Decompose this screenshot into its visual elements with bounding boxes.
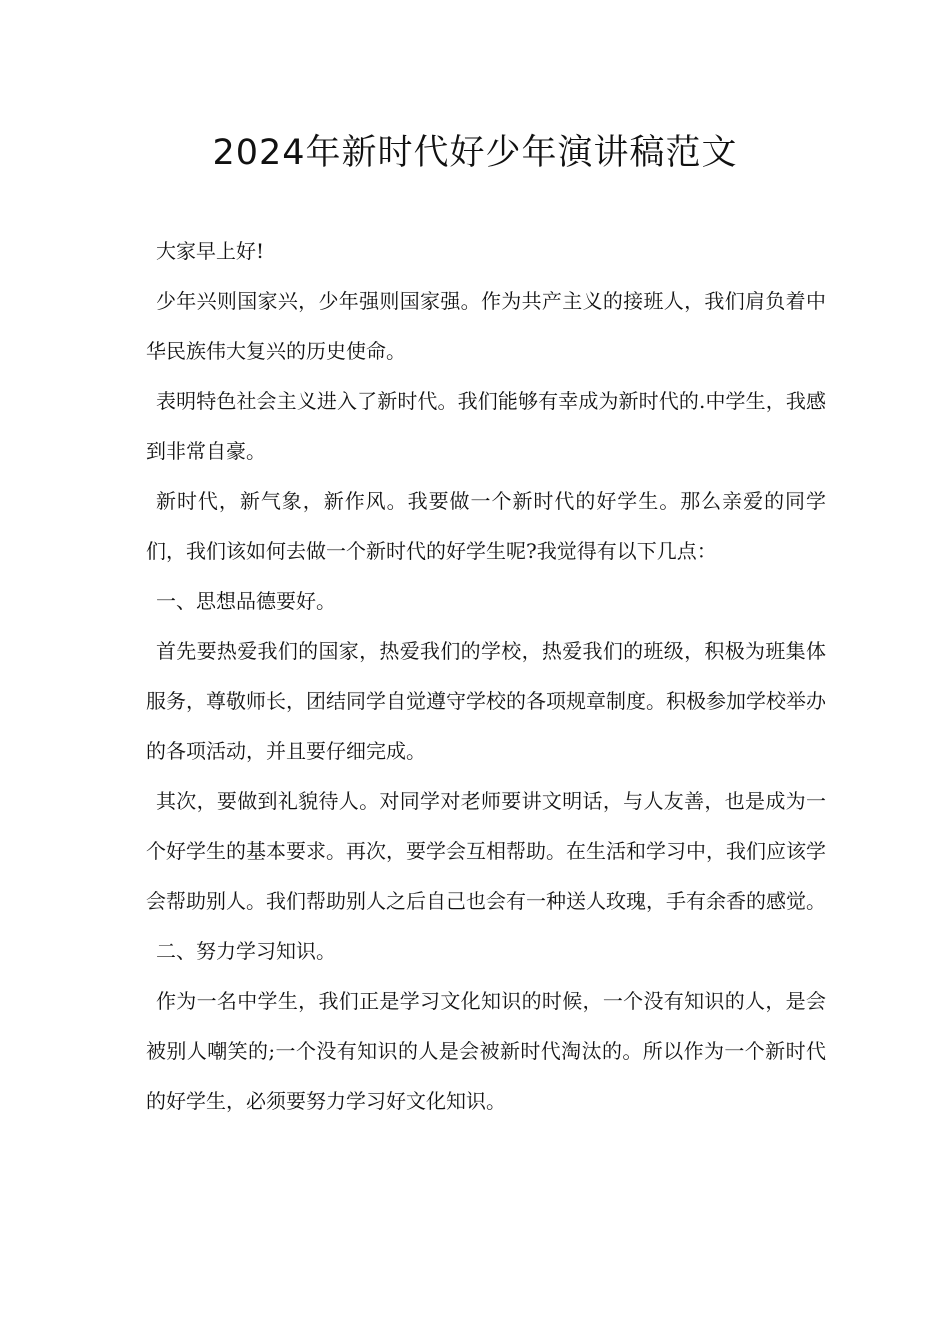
paragraph: 少年兴则国家兴，少年强则国家强。作为共产主义的接班人，我们肩负着中华民族伟大复兴的历史使命。 (146, 289, 826, 363)
paragraph: 新时代，新气象，新作风。我要做一个新时代的好学生。那么亲爱的同学们，我们该如何去做一个新时代的好学生呢?我觉得有以下几点： (146, 489, 826, 563)
paragraph: 首先要热爱我们的国家，热爱我们的学校，热爱我们的班级，积极为班集体服务，尊敬师长，团结同学自觉遵守学校的各项规章制度。积极参加学校举办的各项活动，并且要仔细完成。 (146, 639, 826, 763)
paragraph: 其次，要做到礼貌待人。对同学对老师要讲文明话，与人友善，也是成为一个好学生的基本要求。再次，要学会互相帮助。在生活和学习中，我们应该学会帮助别人。我们帮助别人之后自己也会有一种送人玫瑰，手有余香的感觉。 (146, 789, 826, 913)
section-heading-2: 二、努力学习知识。 (156, 939, 336, 963)
document-body (146, 226, 826, 1126)
document-title: 2024年新时代好少年演讲稿范文 (212, 133, 738, 173)
paragraph-greeting: 大家早上好! (156, 239, 265, 263)
paragraph: 表明特色社会主义进入了新时代。我们能够有幸成为新时代的.中学生，我感到非常自豪。 (146, 389, 826, 463)
paragraph: 作为一名中学生，我们正是学习文化知识的时候，一个没有知识的人，是会被别人嘲笑的;一个没有知识的人是会被新时代淘汰的。所以作为一个新时代的好学生，必须要努力学习好文化知识。 (146, 989, 826, 1113)
section-heading-1: 一、思想品德要好。 (156, 589, 336, 613)
